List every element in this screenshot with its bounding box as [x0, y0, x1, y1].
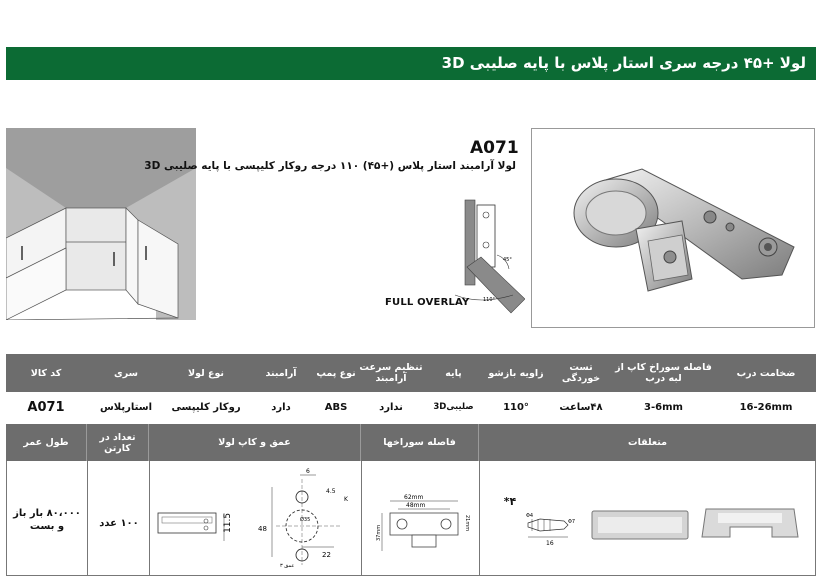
cup-depth-cell — [149, 461, 361, 575]
hole-distance-cell — [361, 461, 479, 575]
hinge-photo — [532, 129, 816, 329]
spec-header-corrosion-test: تست خوردگی — [561, 362, 601, 384]
svg-text:6: 6 — [306, 468, 310, 475]
full-overlay-label: FULL OVERLAY — [385, 297, 470, 308]
spec-value-speed-adjust: ندارد — [379, 401, 403, 413]
spec-header-series: سری — [114, 367, 138, 379]
spec-table-header — [6, 354, 816, 392]
spec-header-door-thickness: ضخامت درب — [736, 367, 796, 379]
svg-text:48: 48 — [258, 525, 267, 533]
details-table-body — [6, 461, 816, 576]
svg-text:48mm: 48mm — [406, 502, 426, 509]
spec-value-door-thickness: 16-26mm — [739, 401, 793, 413]
svg-text:21mm: 21mm — [464, 515, 470, 532]
product-description: لولا آرامبند استار پلاس (+۴۵) ۱۱۰ درجه روکار کلیپسی با پایه صلیبی 3D — [144, 160, 516, 172]
spec-table-row — [6, 393, 816, 421]
hinge-photo-frame — [531, 128, 815, 328]
carton-count-value: ۱۰۰ عدد — [99, 518, 139, 529]
accessories-drawing — [480, 461, 818, 575]
svg-text:110°: 110° — [483, 297, 496, 303]
details-header-hole-distance: فاصله سوراخها — [360, 424, 478, 461]
spec-value-soft-close: دارد — [271, 401, 291, 413]
lifespan-value: ۸۰،۰۰۰ بار باز و بست — [13, 508, 81, 532]
spec-header-hinge-type: نوع لولا — [188, 367, 224, 379]
svg-text:K: K — [344, 496, 348, 503]
svg-text:Φ7: Φ7 — [568, 519, 576, 525]
spec-header-code: کد کالا — [30, 367, 62, 379]
spec-value-code: A071 — [27, 399, 65, 415]
svg-text:16: 16 — [546, 540, 554, 547]
details-header-lifespan: طول عمر — [23, 437, 69, 448]
svg-text:45°: 45° — [503, 257, 512, 263]
details-table-header — [6, 424, 816, 461]
spec-value-cup-distance: 3-6mm — [644, 401, 683, 413]
spec-value-base: صلیبی3D — [433, 402, 474, 412]
spec-value-hinge-type: روکار کلیپسی — [171, 401, 241, 413]
accessory-count: ۴* — [503, 495, 517, 508]
svg-text:11.5: 11.5 — [223, 512, 233, 533]
spec-header-soft-close: آرامبند — [265, 367, 297, 379]
spec-header-pump-type: نوع پمپ — [316, 367, 356, 379]
spec-header-opening-angle: زاویه بازشو — [488, 367, 544, 379]
spec-value-corrosion-test: ۴۸ساعت — [559, 401, 603, 413]
spec-header-base: پایه — [445, 367, 462, 379]
details-header-carton: تعداد در کارتن — [86, 424, 148, 461]
page-title: لولا +۴۵ درجه سری استار پلاس با پایه صلیبی 3D — [441, 54, 806, 72]
spec-value-opening-angle: 110° — [503, 401, 529, 413]
corner-cabinet-illustration — [6, 128, 196, 320]
spec-header-cup-distance: فاصله سوراخ کاپ از لبه درب — [615, 362, 712, 384]
svg-text:Ø35: Ø35 — [300, 517, 311, 523]
accessories-cell — [479, 461, 817, 575]
details-header-accessories: متعلقات — [478, 424, 816, 461]
svg-text:Φ4: Φ4 — [526, 513, 534, 519]
details-header-cup-depth: عمق و کاپ لولا — [148, 424, 360, 461]
cup-depth-drawing — [150, 461, 362, 575]
model-code: A071 — [470, 138, 519, 158]
svg-text:4.5: 4.5 — [326, 488, 336, 495]
spec-value-pump-type: ABS — [324, 401, 348, 413]
svg-text:22: 22 — [322, 551, 331, 559]
svg-text:37mm: 37mm — [376, 524, 382, 541]
svg-text:62mm: 62mm — [404, 494, 424, 501]
title-bar — [6, 47, 816, 80]
carton-cell — [87, 461, 149, 575]
spec-header-speed-adjust: تنظیم سرعت آرامبند — [359, 362, 423, 384]
hole-distance-drawing — [362, 461, 480, 575]
svg-text:عمق ۳: عمق ۳ — [280, 563, 295, 569]
spec-value-series: استارپلاس — [100, 401, 153, 413]
